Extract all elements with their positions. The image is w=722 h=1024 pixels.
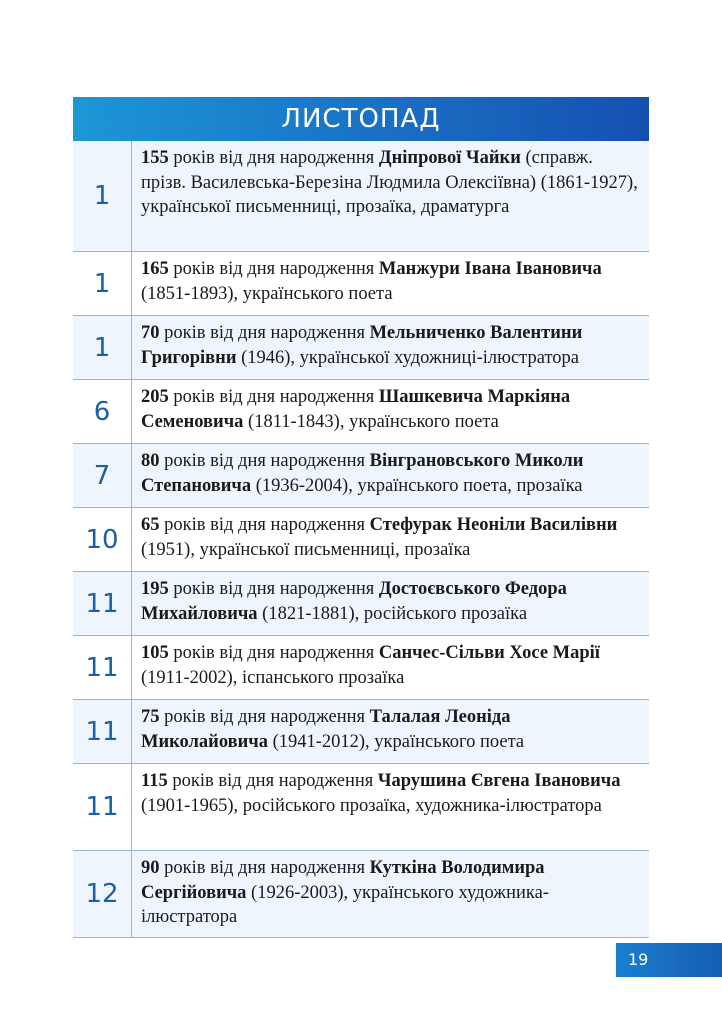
day-number: 10 bbox=[73, 508, 132, 571]
years-count: 80 bbox=[141, 451, 160, 471]
person-name: Мельниченко Валентини Григорівни bbox=[141, 323, 583, 368]
entry-text bbox=[132, 252, 649, 315]
entry-phrase: років від дня народження bbox=[168, 148, 379, 168]
table-row bbox=[73, 252, 649, 316]
entry-phrase: років від дня народження bbox=[159, 515, 370, 535]
entry-text bbox=[132, 700, 649, 763]
table-row bbox=[73, 380, 649, 444]
person-name: Чарушина Євгена Івановича bbox=[377, 771, 621, 791]
day-number: 1 bbox=[73, 141, 132, 251]
day-number: 1 bbox=[73, 252, 132, 315]
person-name: Дніпрової Чайки bbox=[378, 148, 521, 168]
years-count: 195 bbox=[141, 579, 169, 599]
table-row bbox=[73, 700, 649, 764]
person-name: Манжури Івана Івановича bbox=[378, 259, 602, 279]
page-number: 19 bbox=[616, 943, 722, 977]
years-count: 155 bbox=[141, 148, 169, 168]
entry-phrase: років від дня народження bbox=[159, 707, 370, 727]
day-number: 11 bbox=[73, 572, 132, 635]
person-details: (1941-2012), українського поета bbox=[267, 731, 525, 752]
person-name: Шашкевича Маркіяна Семеновича bbox=[141, 387, 571, 432]
entry-text bbox=[132, 380, 649, 443]
person-details: (1901-1965), російського прозаїка, художника-ілюстратора bbox=[141, 795, 602, 816]
entry-text bbox=[132, 141, 649, 251]
table-row bbox=[73, 572, 649, 636]
day-number: 11 bbox=[73, 636, 132, 699]
entry-phrase: років від дня народження bbox=[168, 643, 379, 663]
day-number: 12 bbox=[73, 851, 132, 937]
table-row bbox=[73, 764, 649, 851]
person-name: Куткіна Володимира Сергійовича bbox=[141, 858, 545, 903]
entry-phrase: років від дня народження bbox=[159, 451, 370, 471]
years-count: 205 bbox=[141, 387, 169, 407]
month-header: ЛИСТОПАД bbox=[73, 97, 649, 141]
table-row bbox=[73, 444, 649, 508]
entry-text bbox=[132, 572, 649, 635]
entry-text bbox=[132, 316, 649, 379]
table-row bbox=[73, 636, 649, 700]
years-count: 165 bbox=[141, 259, 169, 279]
person-details: (1851-1893), українського поета bbox=[141, 283, 393, 304]
entry-text bbox=[132, 851, 649, 937]
entry-phrase: років від дня народження bbox=[168, 579, 379, 599]
years-count: 75 bbox=[141, 707, 160, 727]
entry-text bbox=[132, 444, 649, 507]
person-details: (1911-2002), іспанського прозаїка bbox=[141, 667, 405, 688]
entry-phrase: років від дня народження bbox=[159, 858, 370, 878]
person-name: Талалая Леоніда Миколайовича bbox=[141, 707, 511, 752]
table-row bbox=[73, 141, 649, 252]
table-row bbox=[73, 508, 649, 572]
day-number: 1 bbox=[73, 316, 132, 379]
entry-phrase: років від дня народження bbox=[168, 387, 379, 407]
person-name: Достоєвського Федора Михайловича bbox=[141, 579, 567, 624]
entry-phrase: років від дня народження bbox=[159, 323, 370, 343]
years-count: 115 bbox=[141, 771, 168, 791]
person-details: (1821-1881), російського прозаїка bbox=[257, 603, 528, 624]
day-number: 11 bbox=[73, 700, 132, 763]
years-count: 105 bbox=[141, 643, 169, 663]
person-details: (1946), української художниці-ілюстратора bbox=[236, 347, 579, 368]
person-details: (1951), української письменниці, прозаїка bbox=[141, 539, 471, 560]
entry-phrase: років від дня народження bbox=[167, 771, 378, 791]
entry-text bbox=[132, 508, 649, 571]
person-name: Санчес-Сільви Хосе Марії bbox=[378, 643, 600, 663]
person-details: (справж. прізв. Василевська-Березіна Людмила Олексіївна) (1861-1927), української письменниці, прозаїка, драматурга bbox=[141, 148, 638, 217]
day-number: 11 bbox=[73, 764, 132, 850]
person-details: (1926-2003), українського художника-ілюстратора bbox=[141, 882, 549, 927]
day-number: 6 bbox=[73, 380, 132, 443]
person-details: (1811-1843), українського поета bbox=[243, 411, 499, 432]
person-details: (1936-2004), українського поета, прозаїка bbox=[251, 475, 583, 496]
anniversary-calendar bbox=[73, 97, 649, 938]
years-count: 65 bbox=[141, 515, 160, 535]
years-count: 90 bbox=[141, 858, 160, 878]
person-name: Стефурак Неоніли Василівни bbox=[369, 515, 618, 535]
day-number: 7 bbox=[73, 444, 132, 507]
person-name: Вінграновського Миколи Степановича bbox=[141, 451, 584, 496]
entry-phrase: років від дня народження bbox=[168, 259, 379, 279]
entry-text bbox=[132, 636, 649, 699]
entries-list bbox=[73, 141, 649, 938]
years-count: 70 bbox=[141, 323, 160, 343]
entry-text bbox=[132, 764, 649, 850]
table-row bbox=[73, 851, 649, 938]
table-row bbox=[73, 316, 649, 380]
